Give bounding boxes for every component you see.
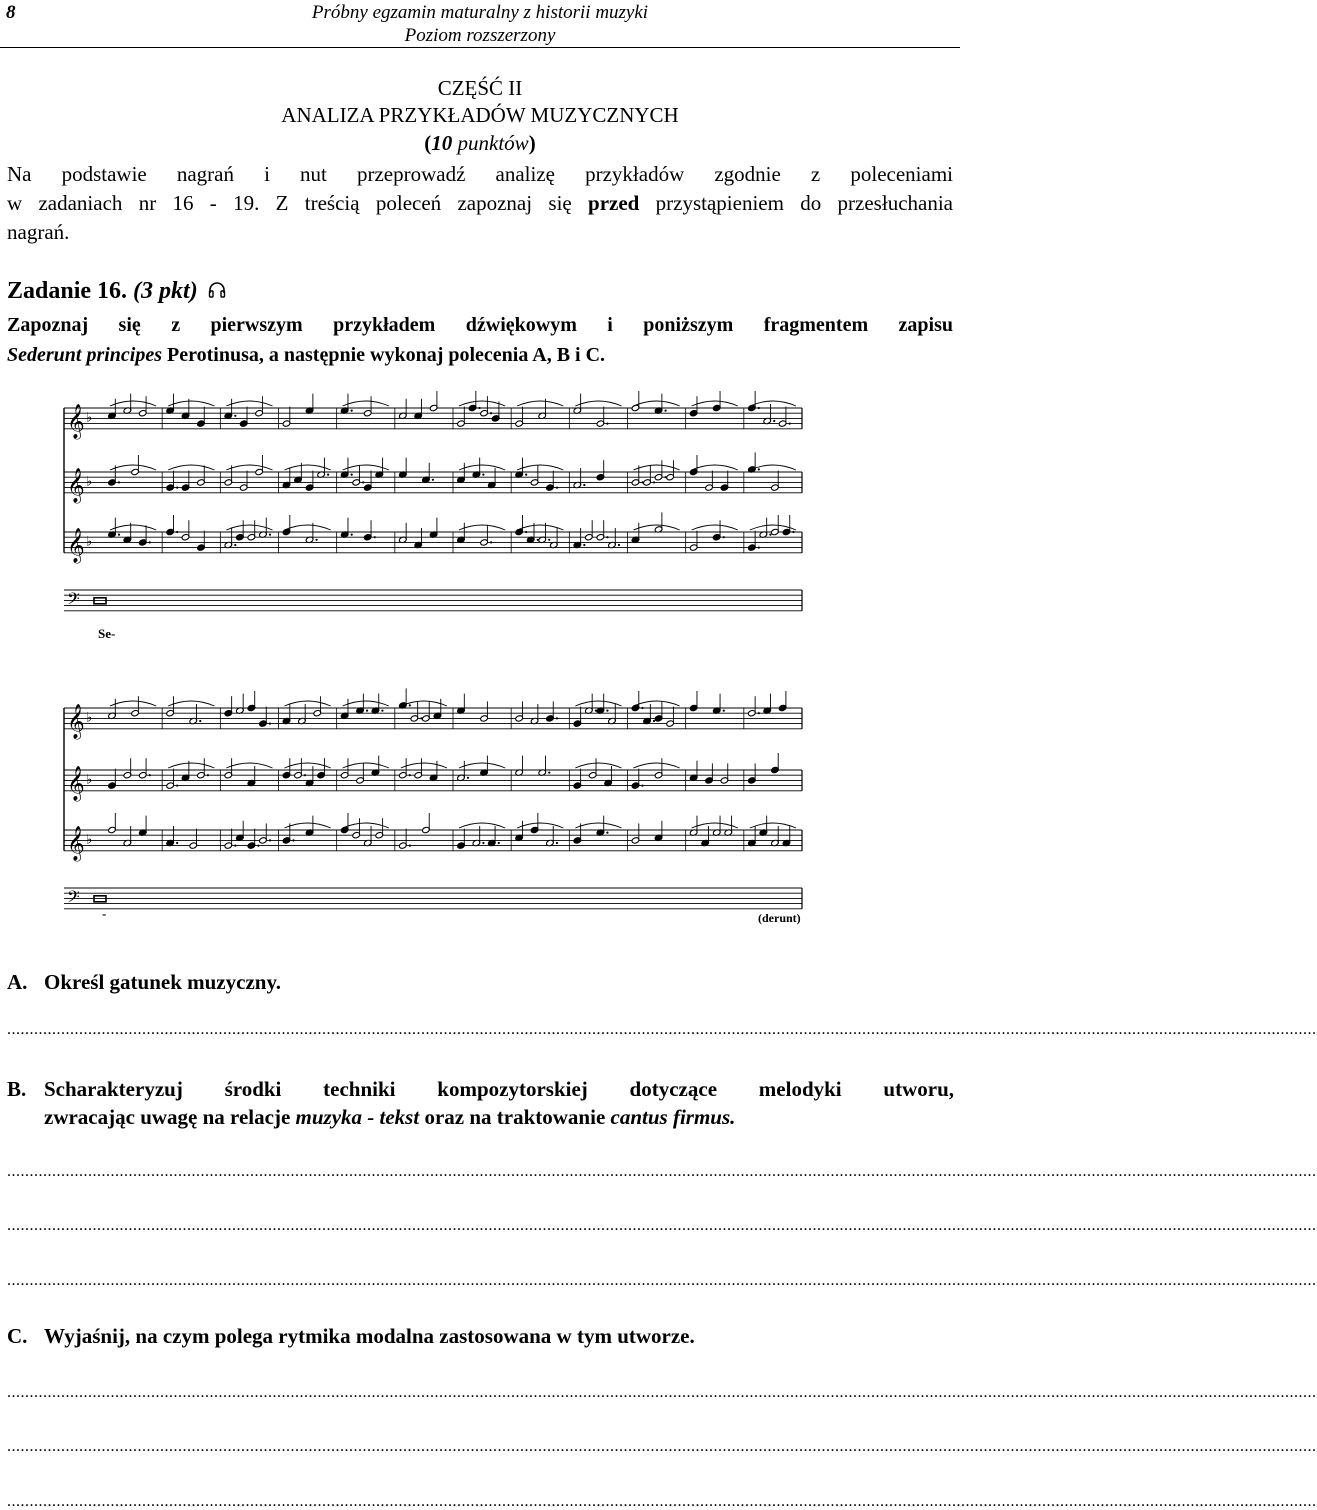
- dot: [327, 474, 329, 476]
- task-points: (3 pkt): [133, 278, 198, 304]
- slur: [285, 823, 331, 828]
- dot: [351, 410, 353, 412]
- dot: [773, 420, 775, 422]
- points-open: (: [424, 131, 432, 155]
- treble-clef: 𝄞: [67, 704, 85, 738]
- dot: [176, 487, 178, 489]
- question-c-text: Wyjaśnij, na czym polega rytmika modalna zastosowana w tym utworze.: [44, 1324, 695, 1348]
- question-b-label: B.: [7, 1077, 27, 1101]
- dot: [583, 544, 585, 546]
- question-b-italic3: cantus firmus.: [610, 1105, 736, 1129]
- dot: [366, 710, 368, 712]
- dot: [758, 407, 760, 409]
- header-title-line2: Poziom rozszerzony: [404, 25, 556, 46]
- slur: [401, 763, 447, 768]
- dot: [176, 842, 178, 844]
- slur: [343, 401, 389, 406]
- slur: [110, 701, 156, 706]
- task-desc-line2-text: Perotinusa, a następnie wykonaj polecenia A, B i C.: [162, 344, 606, 366]
- task-desc-line2: [7, 340, 953, 370]
- answer-line-b3[interactable]: ...................................................................................................................................................................................................................................................................................................: [7, 1272, 1317, 1289]
- dot: [409, 845, 411, 847]
- dot: [269, 839, 271, 841]
- slur: [575, 763, 621, 768]
- dot: [409, 774, 411, 776]
- slur: [343, 763, 389, 768]
- points-number: 10: [431, 131, 453, 155]
- intro-line3: nagrań.: [7, 220, 70, 244]
- slur: [517, 401, 563, 406]
- dot: [653, 481, 655, 483]
- answer-line-c2[interactable]: ...................................................................................................................................................................................................................................................................................................: [7, 1438, 1317, 1455]
- flat-sign: ♭: [86, 709, 93, 725]
- slur: [459, 763, 505, 768]
- dot: [432, 479, 434, 481]
- question-b-line2-a: zwracając uwagę na relacje: [44, 1105, 296, 1129]
- section-points: [0, 130, 960, 157]
- dot: [490, 412, 492, 414]
- answer-line-c3[interactable]: ...................................................................................................................................................................................................................................................................................................: [7, 1493, 1317, 1510]
- dot: [381, 710, 383, 712]
- slur: [634, 401, 680, 406]
- intro-line1: Na podstawie nagrań i nut przeprowadź analizę przykładów zgodnie z poleceniami: [7, 162, 953, 186]
- slur: [575, 401, 621, 406]
- intro-line2-b: przystąpieniem do przesłuchania: [639, 191, 953, 215]
- slur: [285, 525, 331, 530]
- intro-line2: [7, 189, 953, 218]
- dot: [269, 723, 271, 725]
- slur: [750, 401, 796, 406]
- slur: [750, 823, 796, 828]
- answer-line-a[interactable]: ...................................................................................................................................................................................................................................................................................................: [7, 1021, 1317, 1038]
- points-word: punktów: [452, 131, 529, 155]
- slur: [168, 763, 214, 768]
- slur: [343, 823, 389, 828]
- slur: [459, 465, 505, 470]
- dot: [149, 541, 151, 543]
- dot: [118, 534, 120, 536]
- task-title: [7, 278, 226, 306]
- music-score-image: [60, 390, 910, 935]
- dot: [490, 541, 492, 543]
- intro-paragraph: [7, 160, 953, 247]
- dot: [257, 845, 259, 847]
- page-header: [0, 0, 960, 48]
- slur: [168, 701, 214, 706]
- dot: [482, 474, 484, 476]
- dot: [583, 484, 585, 486]
- dot: [199, 720, 201, 722]
- slur: [459, 823, 505, 828]
- dot: [606, 423, 608, 425]
- slur: [692, 465, 738, 470]
- task-label: Zadanie 16.: [7, 278, 128, 304]
- points-close: ): [528, 131, 536, 155]
- dot: [606, 710, 608, 712]
- dot: [723, 536, 725, 538]
- dot: [176, 531, 178, 533]
- dot: [525, 531, 527, 533]
- headphones-icon: [208, 279, 226, 306]
- flat-sign: ♭: [86, 409, 93, 425]
- dot: [525, 474, 527, 476]
- slur: [692, 401, 738, 406]
- slur: [750, 465, 796, 470]
- lyric-end: (derunt): [758, 911, 801, 925]
- dot: [723, 710, 725, 712]
- slur: [226, 401, 272, 406]
- dot: [769, 534, 771, 536]
- slur: [285, 701, 331, 706]
- dot: [548, 539, 550, 541]
- dot: [315, 539, 317, 541]
- header-title-line1: Próbny egzamin maturalny z historii muzyki: [311, 2, 649, 23]
- slur: [285, 465, 331, 470]
- flat-sign: ♭: [86, 533, 93, 549]
- dot: [664, 410, 666, 412]
- dot: [374, 536, 376, 538]
- slur: [575, 701, 621, 706]
- page-number: 8: [6, 2, 16, 23]
- dot: [176, 785, 178, 787]
- dot: [758, 547, 760, 549]
- slur: [517, 465, 563, 470]
- dot: [498, 842, 500, 844]
- question-a-text: Określ gatunek muzyczny.: [44, 970, 282, 994]
- slur: [110, 525, 156, 530]
- slur: [459, 401, 505, 406]
- dot: [758, 712, 760, 714]
- slur: [226, 465, 272, 470]
- intro-line2-bold: przed: [588, 191, 640, 215]
- slur: [575, 823, 621, 828]
- dot: [351, 474, 353, 476]
- answer-line-b1[interactable]: ...................................................................................................................................................................................................................................................................................................: [7, 1163, 1317, 1180]
- slur: [517, 525, 563, 530]
- slur: [459, 525, 505, 530]
- question-b-line2: [44, 1103, 954, 1131]
- slur: [168, 401, 214, 406]
- dot: [351, 534, 353, 536]
- bass-clef: 𝄢: [67, 590, 80, 613]
- question-b-italic1: muzyka -: [295, 1105, 380, 1129]
- dot: [269, 534, 271, 536]
- slur: [168, 465, 214, 470]
- slur: [692, 525, 738, 530]
- dot: [618, 544, 620, 546]
- dot: [207, 774, 209, 776]
- dot: [758, 468, 760, 470]
- slur: [226, 525, 272, 530]
- treble-clef: 𝄞: [67, 528, 85, 562]
- question-b-line2-b: oraz na traktowanie: [419, 1105, 611, 1129]
- dot: [482, 842, 484, 844]
- dot: [556, 487, 558, 489]
- flat-sign: ♭: [86, 831, 93, 847]
- answer-line-b2[interactable]: ...................................................................................................................................................................................................................................................................................................: [7, 1217, 1317, 1234]
- slur: [110, 401, 156, 406]
- slur: [110, 465, 156, 470]
- dot: [234, 415, 236, 417]
- dot: [606, 536, 608, 538]
- dot: [556, 717, 558, 719]
- dot: [234, 845, 236, 847]
- dot: [362, 481, 364, 483]
- section-title: ANALIZA PRZYKŁADÓW MUZYCZNYCH: [281, 103, 679, 127]
- dot: [556, 842, 558, 844]
- task-desc-italic: Sederunt principes: [7, 344, 163, 366]
- slur: [343, 701, 389, 706]
- slur: [285, 763, 331, 768]
- intro-line2-a: w zadaniach nr 16 - 19. Z treścią poleceń zapoznaj się: [7, 191, 589, 215]
- slur: [634, 763, 680, 768]
- dot: [409, 704, 411, 706]
- music-score: [60, 390, 910, 935]
- dot: [118, 481, 120, 483]
- lyric-dash: -: [102, 906, 107, 921]
- lyric-start: Se-: [98, 626, 116, 641]
- dot: [548, 772, 550, 774]
- slur: [517, 823, 563, 828]
- dot: [304, 774, 306, 776]
- dot: [792, 531, 794, 533]
- treble-clef: 𝄞: [67, 826, 85, 860]
- section-part: CZĘŚĆ II: [437, 76, 523, 100]
- dot: [292, 839, 294, 841]
- dot: [789, 423, 791, 425]
- dot: [478, 407, 480, 409]
- dot: [653, 720, 655, 722]
- treble-clef: 𝄞: [67, 766, 85, 800]
- dot: [641, 785, 643, 787]
- question-b-line1: Scharakteryzuj środki techniki kompozytorskiej dotyczące melodyki utworu,: [44, 1077, 954, 1101]
- bass-clef: 𝄢: [67, 888, 80, 911]
- flat-sign: ♭: [86, 473, 93, 489]
- question-b-text: [44, 1075, 954, 1131]
- dot: [641, 707, 643, 709]
- slur: [401, 701, 447, 706]
- header-title: [0, 1, 960, 47]
- flat-sign: ♭: [86, 771, 93, 787]
- question-a-label: A.: [7, 970, 28, 994]
- question-b-italic2: tekst: [379, 1105, 420, 1129]
- task-description: [7, 310, 953, 370]
- slur: [634, 465, 680, 470]
- slur: [343, 465, 389, 470]
- dot: [467, 777, 469, 779]
- dot: [149, 774, 151, 776]
- answer-line-c1[interactable]: ...................................................................................................................................................................................................................................................................................................: [7, 1384, 1317, 1401]
- slur: [692, 823, 738, 828]
- dot: [606, 832, 608, 834]
- treble-clef: 𝄞: [67, 404, 85, 438]
- slur: [226, 763, 272, 768]
- question-c-label: C.: [7, 1324, 28, 1348]
- slur: [634, 701, 680, 706]
- dot: [234, 544, 236, 546]
- task-desc-line1: Zapoznaj się z pierwszym przykładem dźwiękowym i poniższym fragmentem zapisu: [7, 314, 953, 336]
- treble-clef: 𝄞: [67, 468, 85, 502]
